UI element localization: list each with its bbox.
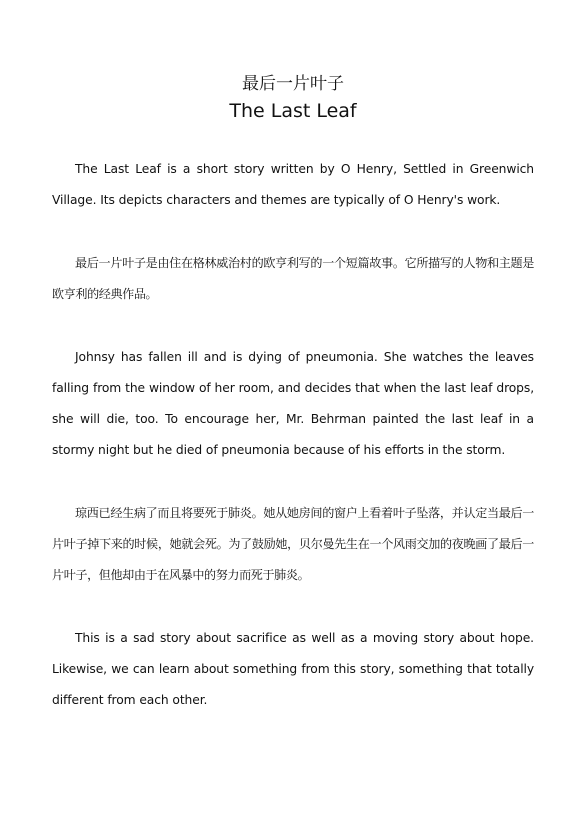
paragraph-plot-en: Johnsy has fallen ill and is dying of pneumonia. She watches the leaves falling from the window of her room, and decides that when the last leaf drops, she will die, too. To encourage her, Mr. Behrman painted the last leaf in a stormy night but he died of pneumonia because of his efforts in the storm.	[52, 350, 534, 457]
paragraph-plot-cn: 琼西已经生病了而且将要死于肺炎。她从她房间的窗户上看着叶子坠落，并认定当最后一片叶子掉下来的时候，她就会死。为了鼓励她，贝尔曼先生在一个风雨交加的夜晚画了最后一片叶子，但他却由于在风暴中的努力而死于肺炎。	[52, 506, 534, 582]
paragraph-gap	[52, 310, 534, 342]
document-body	[52, 72, 534, 716]
paragraph-gap	[52, 466, 534, 498]
paragraph-gap	[52, 216, 534, 248]
paragraph-intro-cn: 最后一片叶子是由住在格林威治村的欧亨利写的一个短篇故事。它所描写的人物和主题是欧亨利的经典作品。	[52, 256, 534, 301]
title-english: The Last Leaf	[229, 100, 357, 122]
paragraph-intro-en: The Last Leaf is a short story written by O Henry, Settled in Greenwich Village. Its depicts characters and themes are typically of O Henry's work.	[52, 162, 534, 207]
title-chinese: 最后一片叶子	[242, 74, 344, 94]
paragraph-conclusion-en: This is a sad story about sacrifice as well as a moving story about hope. Likewise, we can learn about something from this story, something that totally different from each other.	[52, 631, 534, 707]
paragraph-gap	[52, 591, 534, 623]
